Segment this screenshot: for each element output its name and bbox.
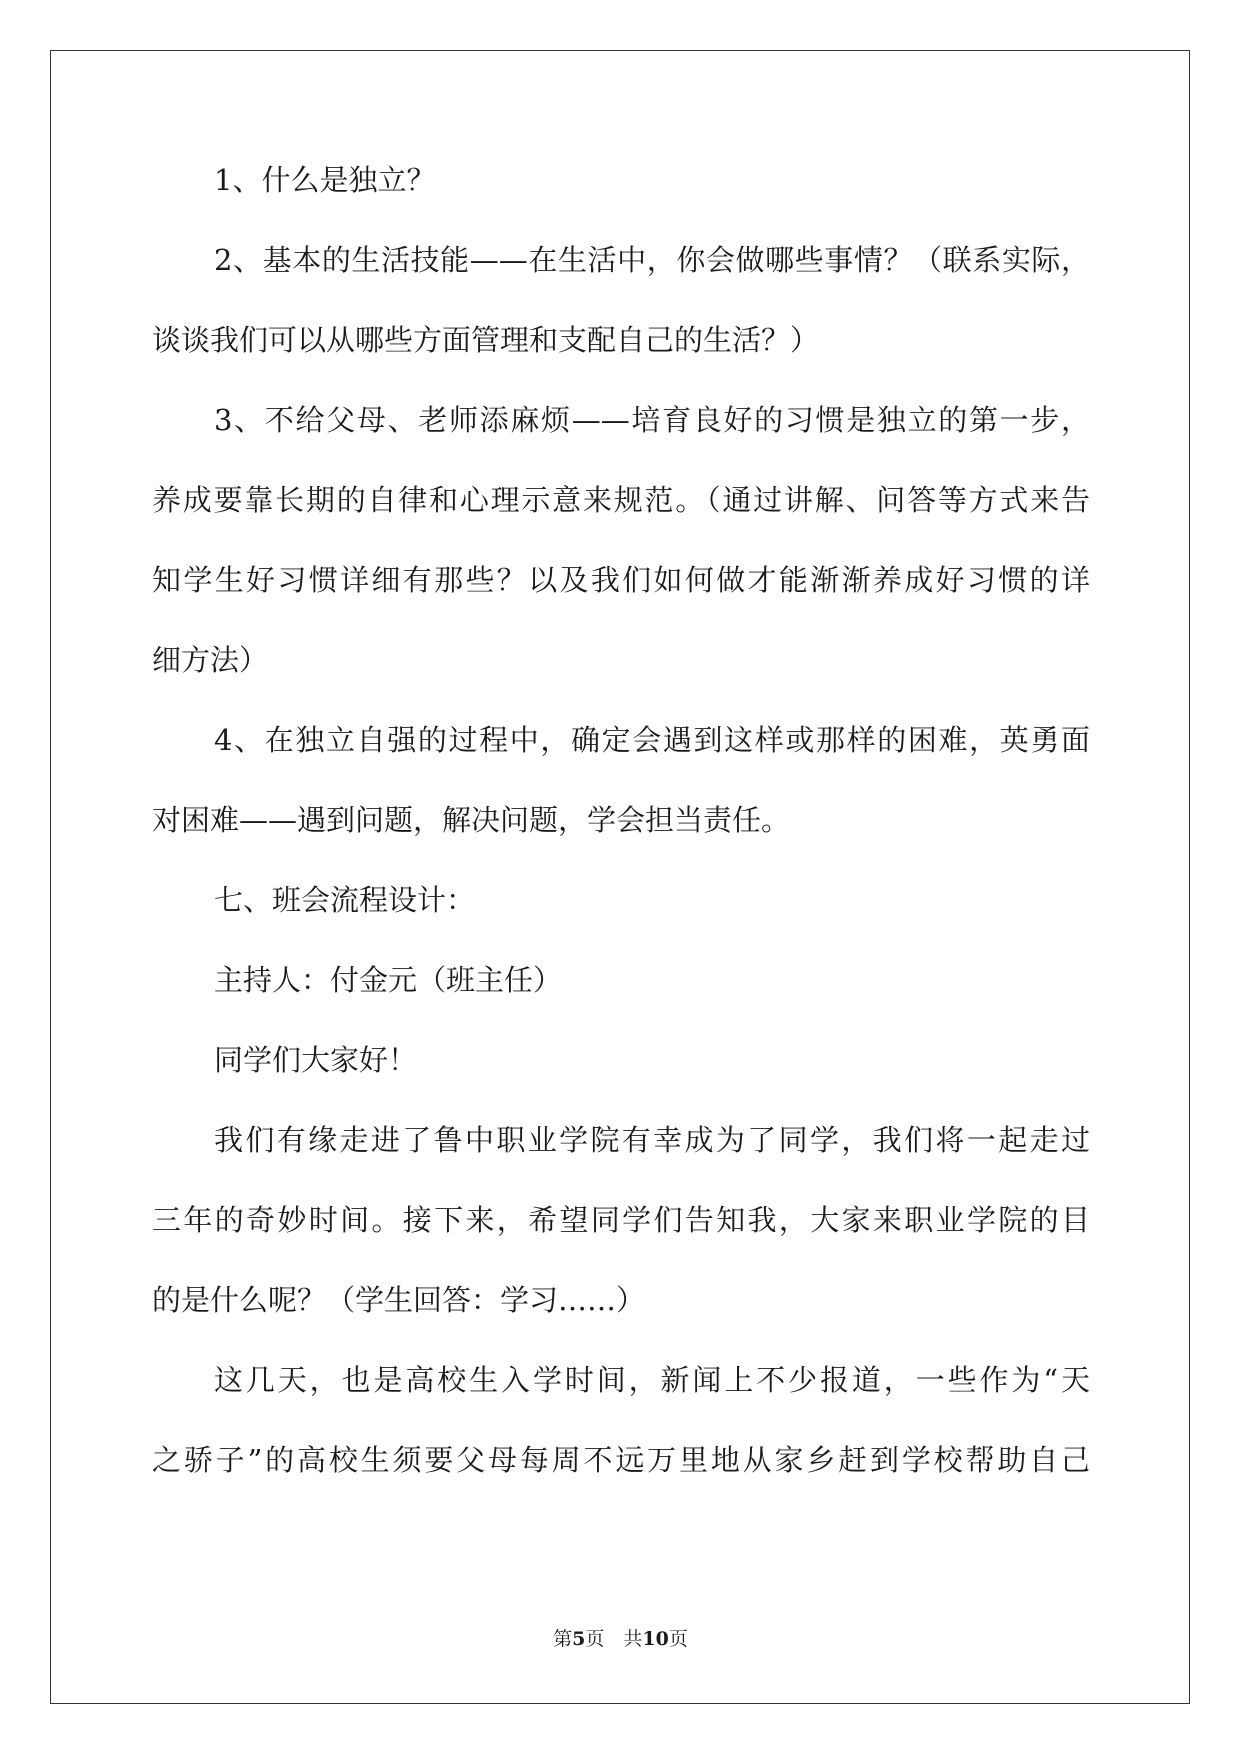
text-line-8: 4、在独立自强的过程中，确定会遇到这样或那样的困难，英勇面 — [214, 723, 1090, 757]
text-line-9: 对困难——遇到问题，解决问题，学会担当责任。 — [152, 803, 791, 837]
text-line-17: 之骄子”的高校生须要父母每周不远万里地从家乡赶到学校帮助自己 — [152, 1443, 1090, 1477]
footer-prefix: 第 — [553, 1628, 573, 1650]
document-body — [152, 160, 1090, 1520]
footer-middle: 页 共 — [585, 1628, 643, 1650]
text-line-13: 我们有缘走进了鲁中职业学院有幸成为了同学，我们将一起走过 — [214, 1123, 1090, 1157]
text-line-3: 谈谈我们可以从哪些方面管理和支配自己的生活？） — [152, 323, 820, 357]
host-line: 主持人：付金元（班主任） — [214, 963, 563, 997]
text-line-6: 知学生好习惯详细有那些？以及我们如何做才能渐渐养成好习惯的详 — [152, 563, 1090, 597]
greeting-line: 同学们大家好！ — [214, 1043, 418, 1077]
text-line-14: 三年的奇妙时间。接下来，希望同学们告知我，大家来职业学院的目 — [152, 1203, 1090, 1237]
section-heading: 七、班会流程设计： — [214, 883, 476, 917]
text-line-4: 3、不给父母、老师添麻烦——培育良好的习惯是独立的第一步， — [214, 403, 1090, 437]
text-line-2: 2、基本的生活技能——在生活中，你会做哪些事情？（联系实际， — [214, 243, 1090, 277]
text-line-16: 这几天，也是高校生入学时间，新闻上不少报道，一些作为“天 — [214, 1363, 1090, 1397]
text-line-7: 细方法） — [152, 643, 269, 677]
text-line-5: 养成要靠长期的自律和心理示意来规范。（通过讲解、问答等方式来告 — [152, 483, 1090, 517]
page-footer — [0, 1627, 1241, 1651]
current-page-number: 5 — [572, 1628, 586, 1650]
total-page-number: 10 — [642, 1628, 669, 1650]
text-line-15: 的是什么呢？（学生回答：学习……） — [152, 1283, 646, 1317]
footer-suffix: 页 — [668, 1628, 688, 1650]
text-line-1: 1、什么是独立？ — [214, 163, 436, 197]
